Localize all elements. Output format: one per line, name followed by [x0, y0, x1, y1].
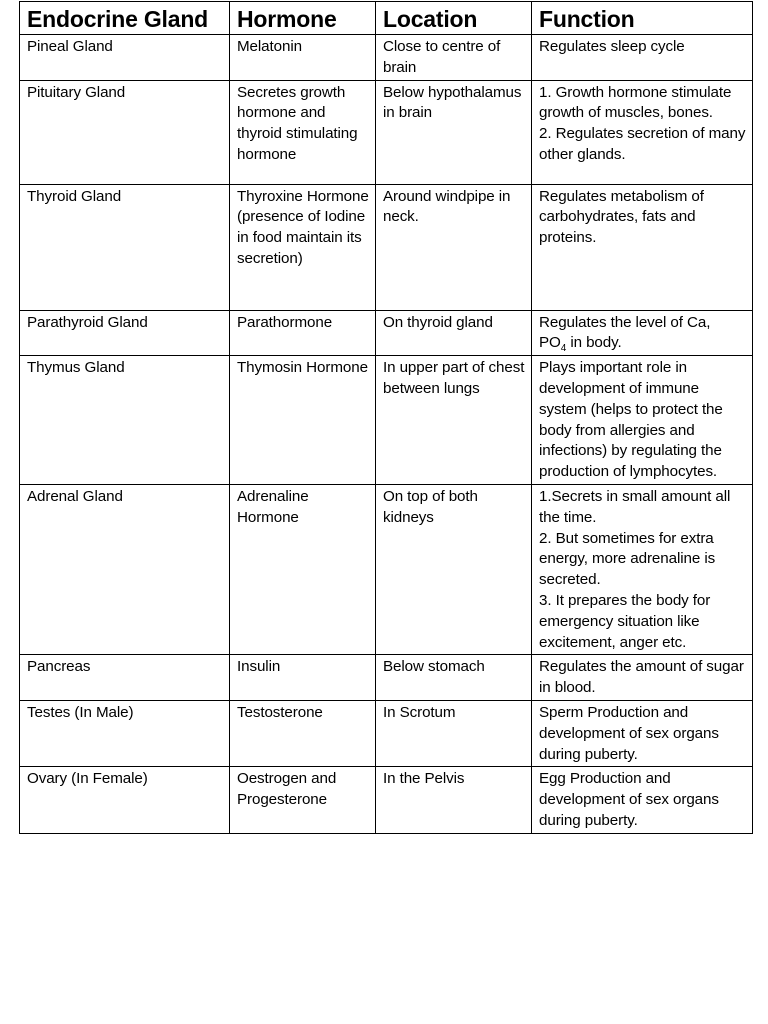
table-header-row [20, 2, 753, 35]
gland-cell: Pineal Gland [20, 35, 230, 81]
function-cell [532, 35, 753, 81]
hormone-cell: Adrenaline Hormone [230, 484, 376, 654]
table-row [20, 184, 753, 310]
function-cell [532, 484, 753, 654]
function-text: Regulates the amount of sugar in blood. [539, 658, 744, 697]
location-cell: Below stomach [376, 655, 532, 701]
location-cell: Close to centre of brain [376, 35, 532, 81]
header-location: Location [376, 2, 532, 35]
hormone-cell: Thymosin Hormone [230, 356, 376, 485]
table-row [20, 310, 753, 356]
formula-prefix: PO [539, 334, 561, 352]
gland-cell: Parathyroid Gland [20, 310, 230, 356]
gland-cell: Thymus Gland [20, 356, 230, 485]
hormone-cell: Parathormone [230, 310, 376, 356]
document-page [19, 1, 752, 834]
gland-cell: Testes (In Male) [20, 700, 230, 766]
location-cell: In the Pelvis [376, 767, 532, 833]
table-row [20, 767, 753, 833]
function-text: Plays important role in development of immune system (helps to protect the body from allergies and infections) by regulating the production of lymphocytes. [539, 359, 723, 481]
location-cell: Around windpipe in neck. [376, 184, 532, 310]
hormone-cell: Insulin [230, 655, 376, 701]
table-row [20, 700, 753, 766]
formula-subscript: 4 [560, 343, 567, 355]
header-hormone: Hormone [230, 2, 376, 35]
formula-suffix: in body. [566, 334, 622, 352]
function-formula [539, 333, 748, 354]
hormone-cell: Testosterone [230, 700, 376, 766]
function-cell [532, 700, 753, 766]
table-row [20, 356, 753, 485]
hormone-cell: Thyroxine Hormone (presence of Iodine in food maintain its secretion) [230, 184, 376, 310]
hormone-cell: Oestrogen and Progesterone [230, 767, 376, 833]
gland-cell: Adrenal Gland [20, 484, 230, 654]
location-cell: On thyroid gland [376, 310, 532, 356]
table-row [20, 80, 753, 184]
function-text: 3. It prepares the body for emergency situation like excitement, anger etc. [539, 591, 711, 651]
table-row [20, 35, 753, 81]
location-cell: In upper part of chest between lungs [376, 356, 532, 485]
function-cell [532, 310, 753, 356]
table-row [20, 484, 753, 654]
function-text: Regulates sleep cycle [539, 38, 685, 55]
gland-cell: Thyroid Gland [20, 184, 230, 310]
function-text: Sperm Production and development of sex organs during puberty. [539, 703, 719, 763]
function-text: Regulates the level of Ca, [539, 313, 711, 331]
location-cell: On top of both kidneys [376, 484, 532, 654]
hormone-cell: Melatonin [230, 35, 376, 81]
function-cell [532, 655, 753, 701]
function-cell [532, 184, 753, 310]
function-cell [532, 767, 753, 833]
table-row [20, 655, 753, 701]
gland-cell: Pituitary Gland [20, 80, 230, 184]
function-cell [532, 80, 753, 184]
function-text: 1. Growth hormone stimulate growth of muscles, bones. [539, 83, 732, 122]
function-text: 2. But sometimes for extra energy, more adrenaline is secreted. [539, 529, 716, 589]
function-text: Egg Production and development of sex organs during puberty. [539, 770, 719, 829]
function-text: 1.Secrets in small amount all the time. [539, 487, 731, 526]
location-cell: Below hypothalamus in brain [376, 80, 532, 184]
function-cell [532, 356, 753, 485]
endocrine-table [19, 1, 753, 834]
gland-cell: Pancreas [20, 655, 230, 701]
hormone-cell: Secretes growth hormone and thyroid stimulating hormone [230, 80, 376, 184]
header-endocrine-gland: Endocrine Gland [20, 2, 230, 35]
gland-cell: Ovary (In Female) [20, 767, 230, 833]
location-cell: In Scrotum [376, 700, 532, 766]
header-function: Function [532, 2, 753, 35]
function-text: Regulates metabolism of carbohydrates, fats and proteins. [539, 187, 704, 247]
function-text: 2. Regulates secretion of many other glands. [539, 125, 746, 163]
